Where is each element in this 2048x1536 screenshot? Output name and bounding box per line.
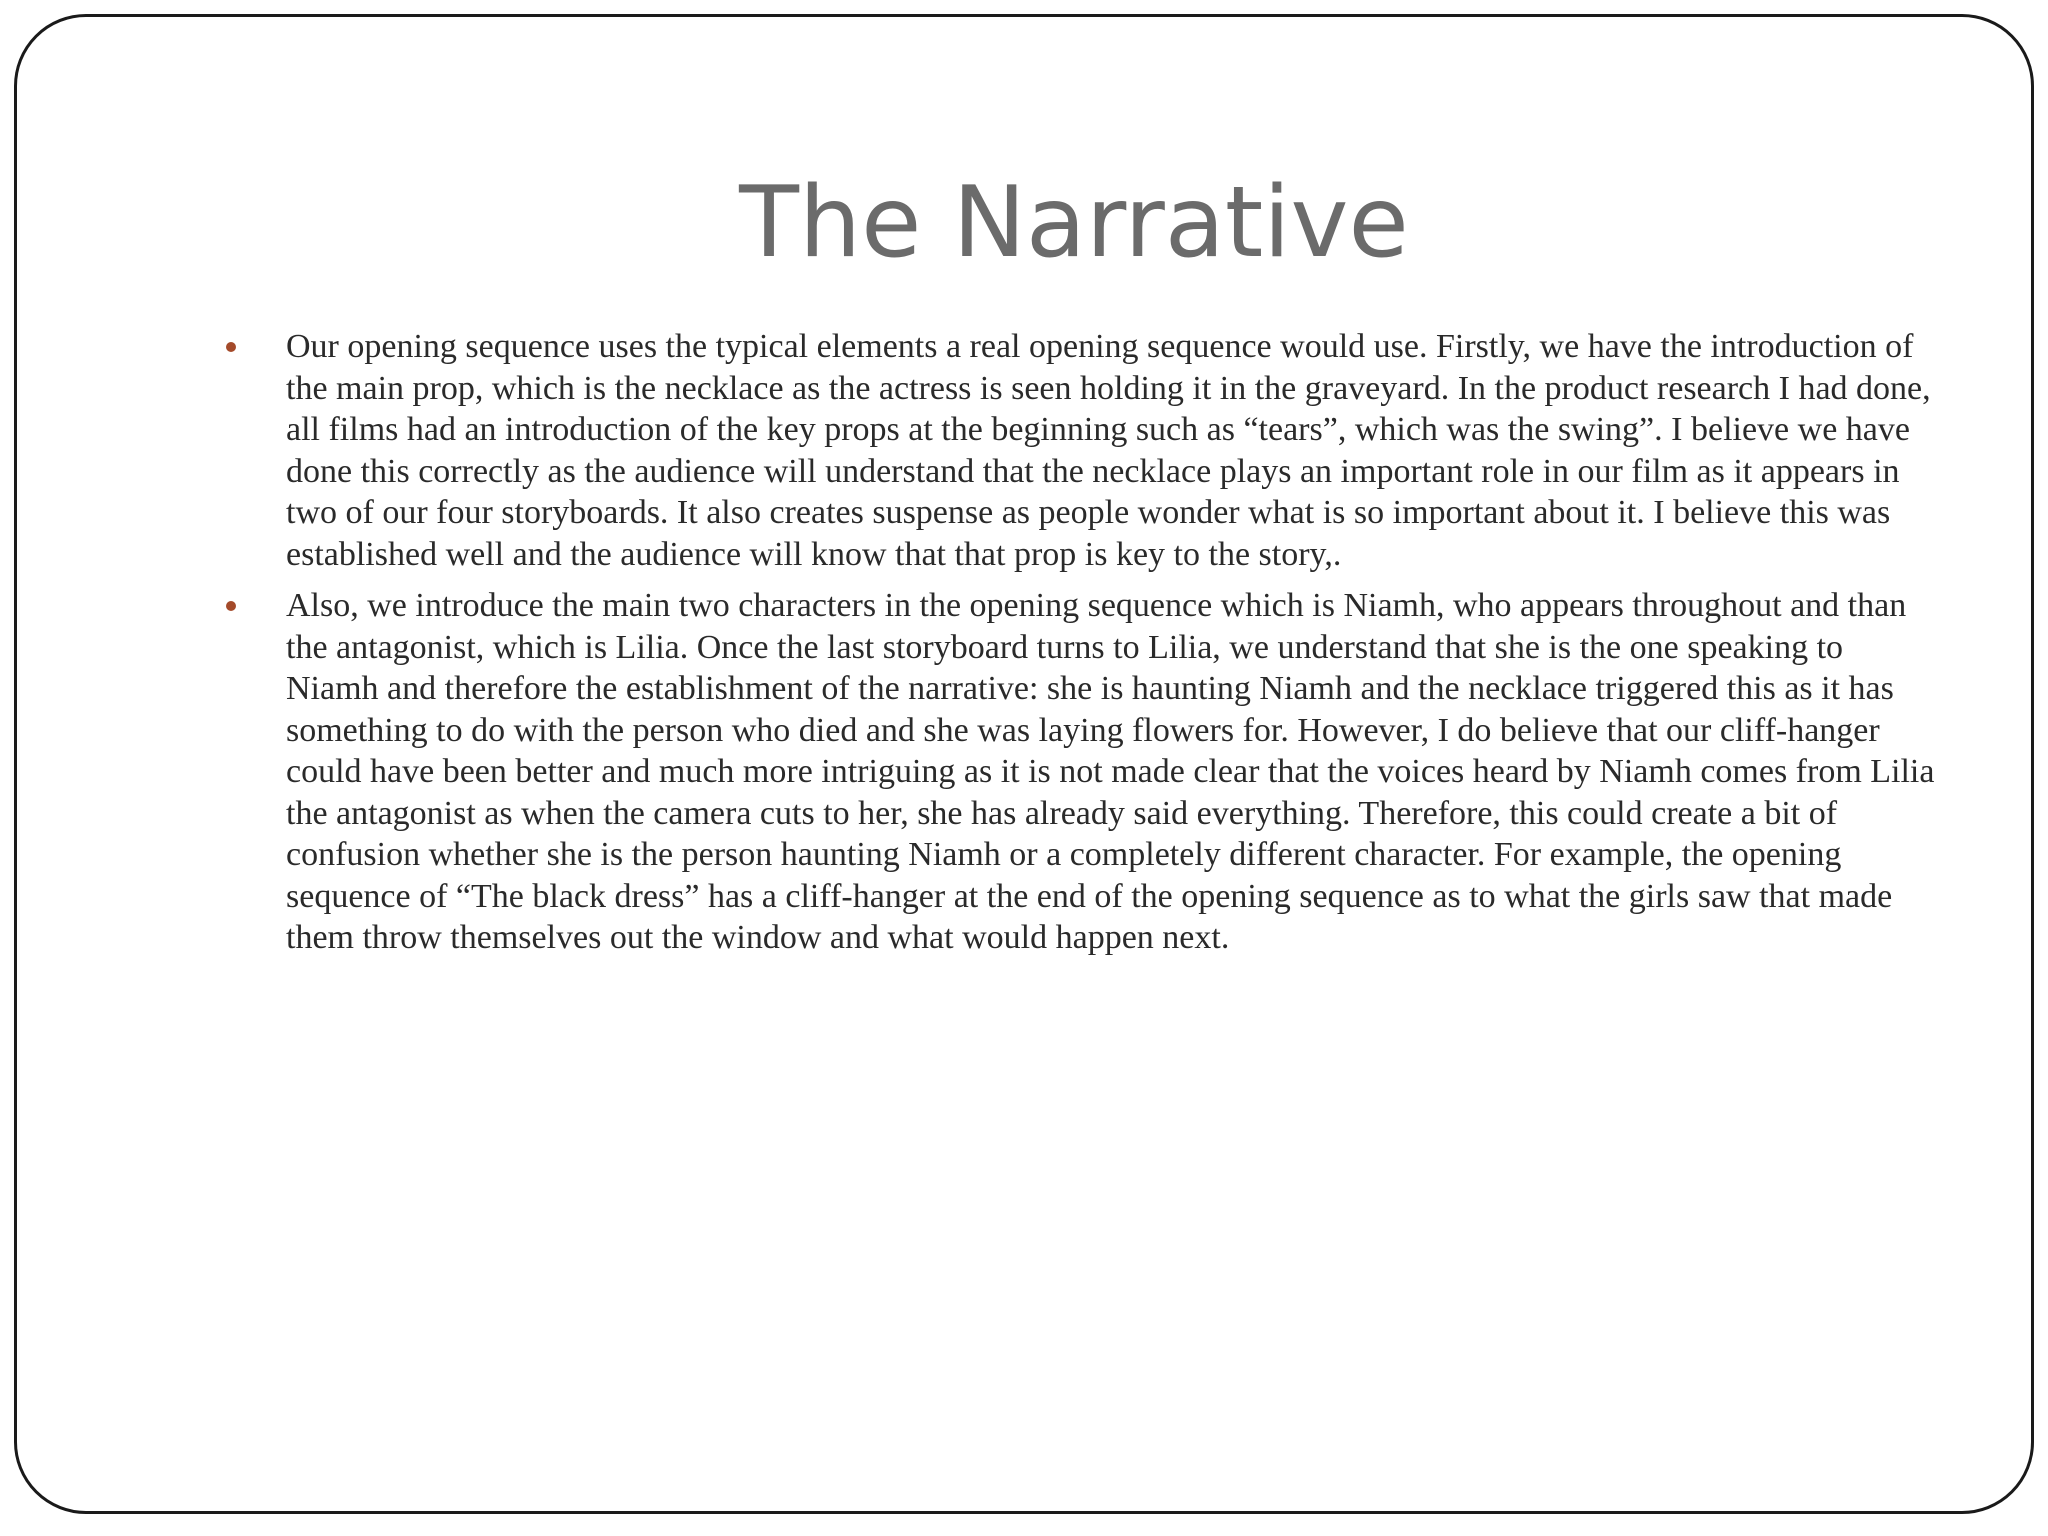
bullet-dot-icon: [226, 601, 236, 611]
bullet-item: [222, 585, 1942, 959]
bullet-list: [222, 326, 1942, 969]
bullet-text: Also, we introduce the main two characters in the opening sequence which is Niamh, who appears throughout and than the antagonist, which is Lilia. Once the last storyboard turns to Lilia, we understand that she is the one speaking to Niamh and therefore the establishment of the narrative: she is haunting Niamh and the necklace triggered this as it has something to do with the person who died and she was laying flowers for. However, I do believe that our cliff-hanger could have been better and much more intriguing as it is not made clear that the voices heard by Niamh comes from Lilia the antagonist as when the camera cuts to her, she has already said everything. Therefore, this could create a bit of confusion whether she is the person haunting Niamh or a completely different character. For example, the opening sequence of “The black dress” has a cliff-hanger at the end of the opening sequence as to what the girls saw that made them throw themselves out the window and what would happen next.: [286, 587, 1935, 956]
bullet-item: [222, 326, 1942, 575]
bullet-dot-icon: [226, 342, 236, 352]
slide-title: The Narrative: [739, 166, 1409, 280]
bullet-text: Our opening sequence uses the typical elements a real opening sequence would use. Firstly, we have the introduction of the main prop, which is the necklace as the actress is seen holding it in the graveyard. In the product research I had done, all films had an introduction of the key props at the beginning such as “tears”, which was the swing”. I believe we have done this correctly as the audience will understand that the necklace plays an important role in our film as it appears in two of our four storyboards. It also creates suspense as people wonder what is so important about it. I believe this was established well and the audience will know that that prop is key to the story,.: [286, 328, 1931, 573]
